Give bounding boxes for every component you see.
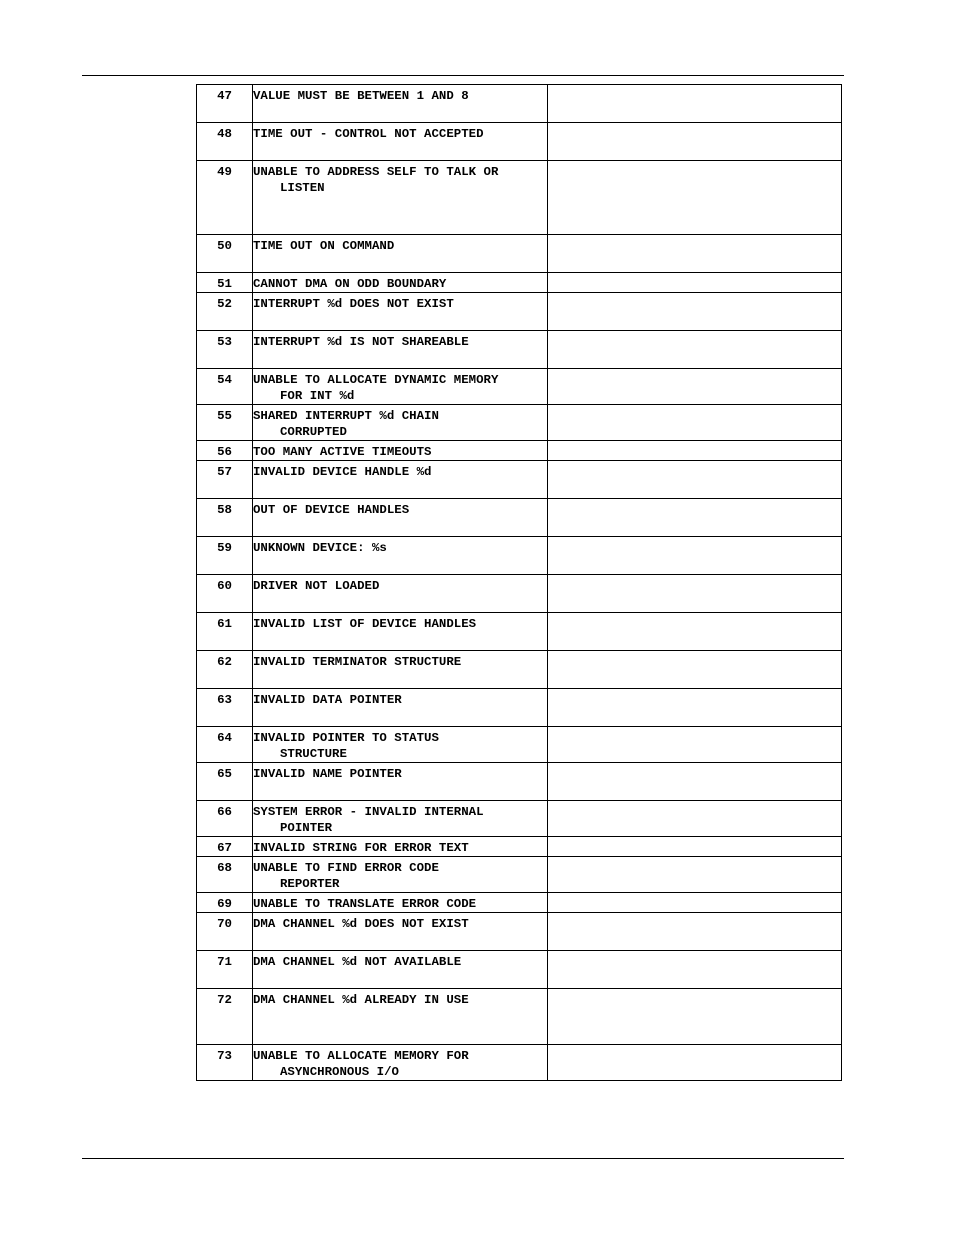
error-message-line: UNABLE TO ALLOCATE DYNAMIC MEMORY — [253, 373, 499, 387]
error-message-line: UNABLE TO ALLOCATE MEMORY FOR — [253, 1049, 469, 1063]
error-message-cell — [253, 235, 548, 273]
error-message-continuation: LISTEN — [280, 181, 325, 195]
error-message-line: DMA CHANNEL %d DOES NOT EXIST — [253, 917, 469, 931]
error-message-line: INTERRUPT %d DOES NOT EXIST — [253, 297, 454, 311]
table-row — [197, 651, 842, 689]
error-message-line: CANNOT DMA ON ODD BOUNDARY — [253, 277, 447, 291]
table-row — [197, 161, 842, 235]
error-code-cell: 47 — [197, 85, 253, 123]
error-note-cell — [548, 801, 842, 837]
error-message-line: VALUE MUST BE BETWEEN 1 AND 8 — [253, 89, 469, 103]
error-code-cell: 52 — [197, 293, 253, 331]
error-code-cell: 62 — [197, 651, 253, 689]
table-row — [197, 951, 842, 989]
error-message-cell — [253, 461, 548, 499]
error-message-line: UNABLE TO TRANSLATE ERROR CODE — [253, 897, 477, 911]
error-message-cell — [253, 499, 548, 537]
error-code-cell: 53 — [197, 331, 253, 369]
table-row — [197, 405, 842, 441]
error-message-line: INVALID DATA POINTER — [253, 693, 402, 707]
error-message-line: TOO MANY ACTIVE TIMEOUTS — [253, 445, 432, 459]
error-message-cell — [253, 1045, 548, 1081]
error-code-cell: 60 — [197, 575, 253, 613]
table-row — [197, 441, 842, 461]
error-message-cell — [253, 727, 548, 763]
error-code-cell: 57 — [197, 461, 253, 499]
error-message-line: TIME OUT - CONTROL NOT ACCEPTED — [253, 127, 484, 141]
table-row — [197, 893, 842, 913]
table-row — [197, 235, 842, 273]
error-note-cell — [548, 837, 842, 857]
error-code-cell: 65 — [197, 763, 253, 801]
error-message-line: INTERRUPT %d IS NOT SHAREABLE — [253, 335, 469, 349]
error-message-cell — [253, 123, 548, 161]
error-note-cell — [548, 857, 842, 893]
error-code-cell: 69 — [197, 893, 253, 913]
error-code-cell: 54 — [197, 369, 253, 405]
table-row — [197, 689, 842, 727]
error-note-cell — [548, 727, 842, 763]
error-message-cell — [253, 331, 548, 369]
error-message-cell — [253, 405, 548, 441]
error-note-cell — [548, 369, 842, 405]
error-code-cell: 70 — [197, 913, 253, 951]
table-row — [197, 763, 842, 801]
error-note-cell — [548, 1045, 842, 1081]
error-message-line: INVALID LIST OF DEVICE HANDLES — [253, 617, 477, 631]
error-message-cell — [253, 801, 548, 837]
error-code-cell: 67 — [197, 837, 253, 857]
error-message-continuation: REPORTER — [280, 877, 340, 891]
table-row — [197, 613, 842, 651]
error-message-cell — [253, 441, 548, 461]
header-rule — [82, 75, 844, 76]
error-message-cell — [253, 369, 548, 405]
table-row — [197, 989, 842, 1045]
error-table-body — [197, 85, 842, 1081]
table-row — [197, 85, 842, 123]
error-message-cell — [253, 273, 548, 293]
error-message-continuation: STRUCTURE — [280, 747, 347, 761]
error-message-continuation: ASYNCHRONOUS I/O — [280, 1065, 399, 1079]
error-code-cell: 59 — [197, 537, 253, 575]
table-row — [197, 369, 842, 405]
error-code-cell: 51 — [197, 273, 253, 293]
error-message-continuation: FOR INT %d — [280, 389, 355, 403]
error-note-cell — [548, 461, 842, 499]
error-message-line: DMA CHANNEL %d ALREADY IN USE — [253, 993, 469, 1007]
error-code-cell: 66 — [197, 801, 253, 837]
error-code-cell: 56 — [197, 441, 253, 461]
error-note-cell — [548, 441, 842, 461]
error-message-cell — [253, 689, 548, 727]
error-message-cell — [253, 857, 548, 893]
error-message-cell — [253, 651, 548, 689]
error-code-cell: 73 — [197, 1045, 253, 1081]
error-note-cell — [548, 913, 842, 951]
error-note-cell — [548, 499, 842, 537]
error-message-line: UNABLE TO ADDRESS SELF TO TALK OR — [253, 165, 499, 179]
table-row — [197, 331, 842, 369]
error-message-cell — [253, 951, 548, 989]
error-message-cell — [253, 161, 548, 235]
table-row — [197, 913, 842, 951]
error-note-cell — [548, 537, 842, 575]
error-message-continuation: POINTER — [280, 821, 333, 835]
error-note-cell — [548, 161, 842, 235]
error-message-line: TIME OUT ON COMMAND — [253, 239, 395, 253]
error-code-cell: 64 — [197, 727, 253, 763]
error-code-cell: 61 — [197, 613, 253, 651]
footer-rule — [82, 1158, 844, 1159]
error-code-cell: 49 — [197, 161, 253, 235]
error-message-line: SYSTEM ERROR - INVALID INTERNAL — [253, 805, 484, 819]
error-note-cell — [548, 405, 842, 441]
error-message-cell — [253, 763, 548, 801]
table-row — [197, 1045, 842, 1081]
error-message-line: UNABLE TO FIND ERROR CODE — [253, 861, 439, 875]
error-message-continuation: CORRUPTED — [280, 425, 347, 439]
table-row — [197, 727, 842, 763]
error-note-cell — [548, 293, 842, 331]
error-message-cell — [253, 85, 548, 123]
error-code-cell: 71 — [197, 951, 253, 989]
error-message-cell — [253, 575, 548, 613]
table-row — [197, 537, 842, 575]
error-code-cell: 58 — [197, 499, 253, 537]
error-message-line: INVALID NAME POINTER — [253, 767, 402, 781]
error-message-line: INVALID STRING FOR ERROR TEXT — [253, 841, 469, 855]
error-message-cell — [253, 613, 548, 651]
error-message-line: OUT OF DEVICE HANDLES — [253, 503, 410, 517]
error-message-line: SHARED INTERRUPT %d CHAIN — [253, 409, 439, 423]
error-note-cell — [548, 989, 842, 1045]
error-note-cell — [548, 651, 842, 689]
error-note-cell — [548, 123, 842, 161]
table-row — [197, 293, 842, 331]
error-code-cell: 68 — [197, 857, 253, 893]
error-message-line: DRIVER NOT LOADED — [253, 579, 380, 593]
error-message-cell — [253, 537, 548, 575]
error-code-cell: 55 — [197, 405, 253, 441]
error-code-cell: 50 — [197, 235, 253, 273]
error-note-cell — [548, 893, 842, 913]
error-message-cell — [253, 989, 548, 1045]
error-note-cell — [548, 575, 842, 613]
error-code-cell: 72 — [197, 989, 253, 1045]
table-row — [197, 857, 842, 893]
error-message-cell — [253, 837, 548, 857]
table-row — [197, 575, 842, 613]
error-note-cell — [548, 235, 842, 273]
table-row — [197, 461, 842, 499]
error-code-table — [196, 84, 842, 1081]
table-row — [197, 499, 842, 537]
error-message-line: INVALID POINTER TO STATUS — [253, 731, 439, 745]
error-message-line: UNKNOWN DEVICE: %s — [253, 541, 387, 555]
error-note-cell — [548, 763, 842, 801]
error-note-cell — [548, 689, 842, 727]
error-note-cell — [548, 951, 842, 989]
error-message-cell — [253, 893, 548, 913]
table-row — [197, 123, 842, 161]
table-row — [197, 837, 842, 857]
table-row — [197, 273, 842, 293]
error-code-cell: 48 — [197, 123, 253, 161]
error-message-cell — [253, 293, 548, 331]
error-note-cell — [548, 331, 842, 369]
error-code-cell: 63 — [197, 689, 253, 727]
error-note-cell — [548, 85, 842, 123]
error-note-cell — [548, 613, 842, 651]
table-row — [197, 801, 842, 837]
error-message-line: INVALID DEVICE HANDLE %d — [253, 465, 432, 479]
error-message-line: INVALID TERMINATOR STRUCTURE — [253, 655, 462, 669]
error-message-cell — [253, 913, 548, 951]
error-message-line: DMA CHANNEL %d NOT AVAILABLE — [253, 955, 462, 969]
error-note-cell — [548, 273, 842, 293]
